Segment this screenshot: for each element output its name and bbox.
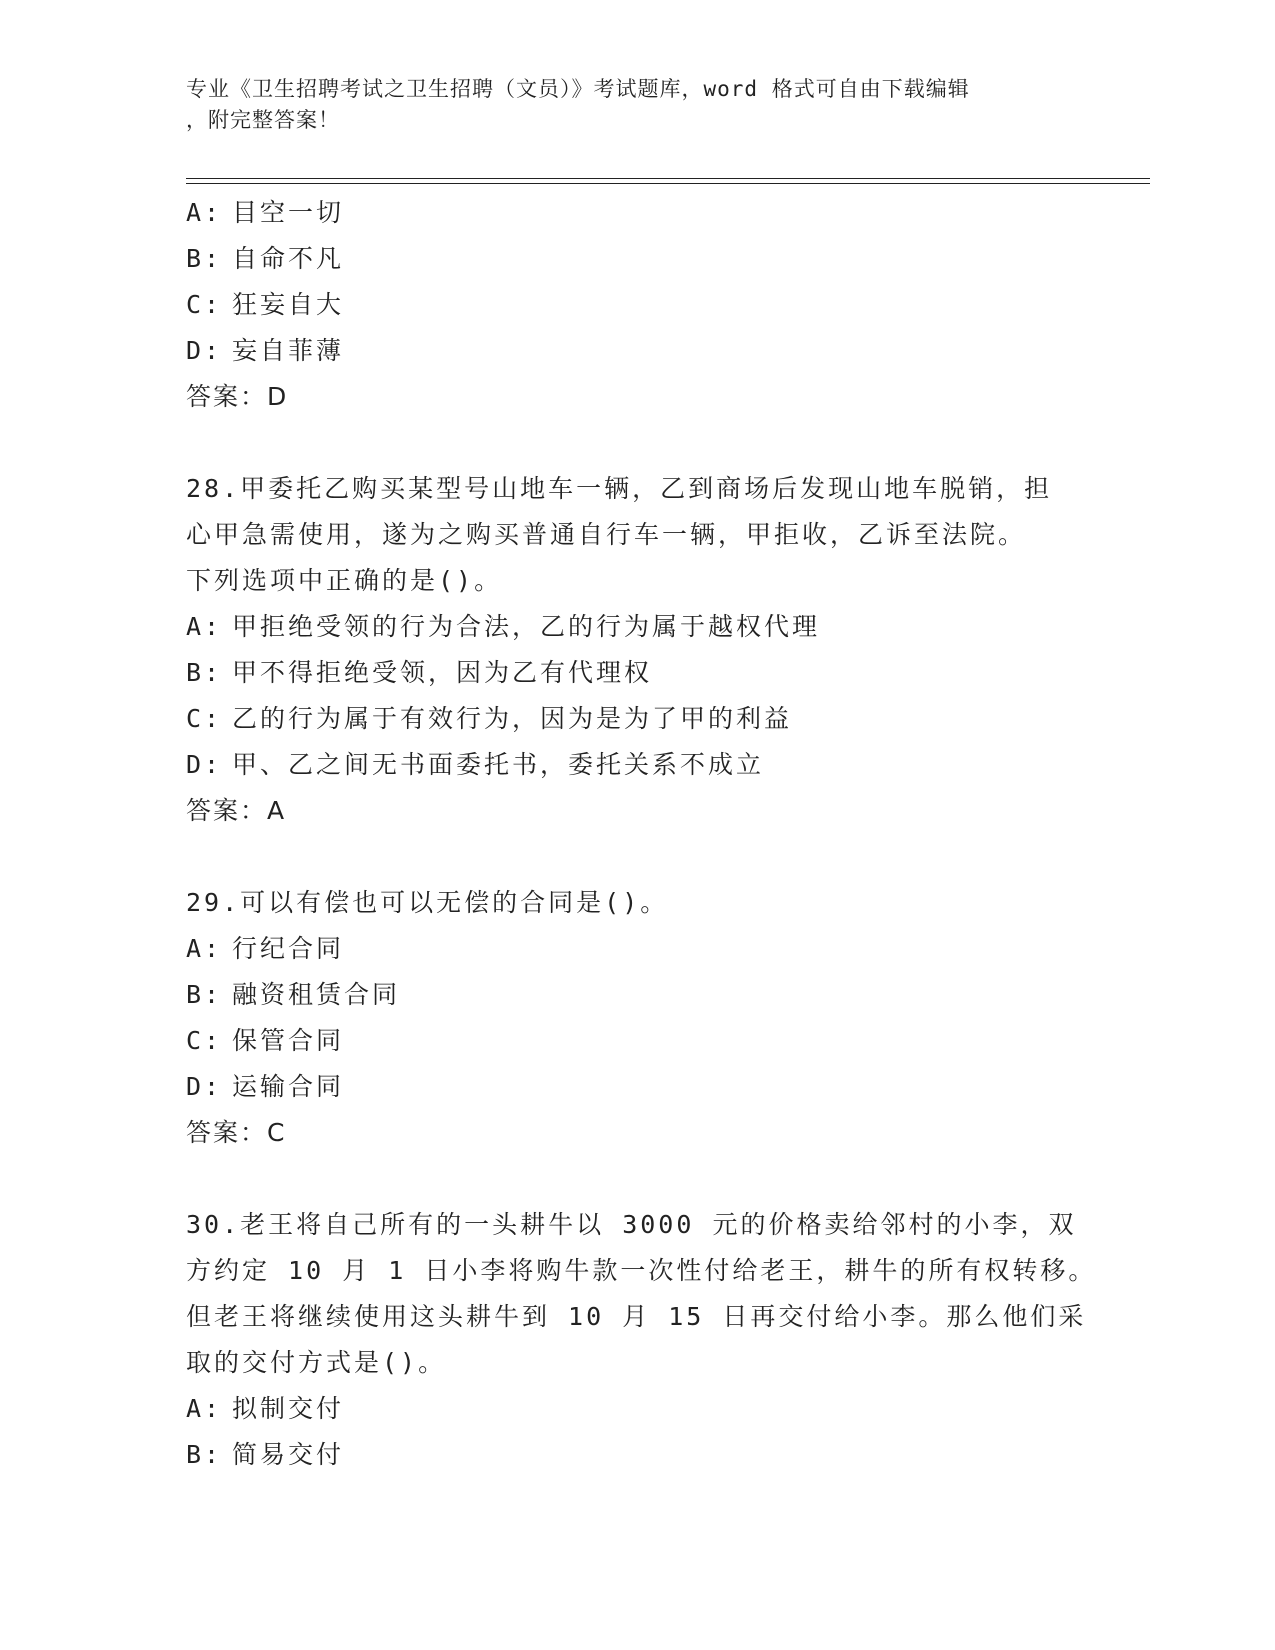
question-list — [186, 190, 1097, 1478]
option-d — [186, 328, 1086, 374]
option-key: A: — [186, 198, 223, 227]
option-text: 甲、乙之间无书面委托书，委托关系不成立 — [232, 750, 765, 779]
option-key: C: — [186, 704, 223, 733]
question-27-continued — [186, 190, 1086, 420]
option-text: 保管合同 — [232, 1026, 345, 1055]
option-text: 甲不得拒绝受领，因为乙有代理权 — [232, 658, 653, 687]
option-text: 拟制交付 — [232, 1394, 345, 1423]
question-30 — [186, 1202, 1097, 1478]
answer-line: 答案：D — [186, 382, 289, 411]
question-29 — [186, 880, 1086, 1156]
question-stem-line: 心甲急需使用，遂为之购买普通自行车一辆，甲拒收，乙诉至法院。 — [186, 520, 1027, 549]
option-text: 甲拒绝受领的行为合法，乙的行为属于越权代理 — [232, 612, 821, 641]
option-a — [186, 1386, 1086, 1432]
header-divider-top — [186, 178, 1150, 179]
question-28 — [186, 466, 1086, 834]
header-line-2: ，附完整答案！ — [186, 108, 340, 132]
option-text: 目空一切 — [232, 198, 345, 227]
option-b — [186, 1432, 1086, 1478]
option-b — [186, 236, 1086, 282]
answer-line: 答案：A — [186, 796, 287, 825]
option-text: 融资租赁合同 — [232, 980, 401, 1009]
spacer — [186, 420, 1086, 466]
option-b — [186, 650, 1086, 696]
option-text: 自命不凡 — [232, 244, 345, 273]
option-key: C: — [186, 290, 223, 319]
option-text: 妄自菲薄 — [232, 336, 345, 365]
option-text: 行纪合同 — [232, 934, 345, 963]
option-key: D: — [186, 1072, 223, 1101]
option-c — [186, 696, 1086, 742]
option-key: D: — [186, 750, 223, 779]
question-stem-line: 28.甲委托乙购买某型号山地车一辆，乙到商场后发现山地车脱销，担 — [186, 474, 1053, 503]
option-key: C: — [186, 1026, 223, 1055]
spacer — [186, 834, 1086, 880]
option-text: 乙的行为属于有效行为，因为是为了甲的利益 — [232, 704, 793, 733]
option-key: A: — [186, 612, 223, 641]
option-text: 简易交付 — [232, 1440, 345, 1469]
header-line-1: 专业《卫生招聘考试之卫生招聘（文员）》考试题库，word 格式可自由下载编辑 — [186, 77, 970, 101]
question-stem-line: 下列选项中正确的是()。 — [186, 566, 503, 595]
option-c — [186, 1018, 1086, 1064]
document-header — [186, 74, 1086, 136]
option-text: 狂妄自大 — [232, 290, 345, 319]
question-stem-line: 方约定 10 月 1 日小李将购牛款一次性付给老王，耕牛的所有权转移。 — [186, 1256, 1097, 1285]
option-d — [186, 742, 1086, 788]
option-key: B: — [186, 658, 223, 687]
option-key: A: — [186, 1394, 223, 1423]
option-key: B: — [186, 980, 223, 1009]
option-key: A: — [186, 934, 223, 963]
question-stem-line: 29.可以有偿也可以无偿的合同是()。 — [186, 888, 669, 917]
answer-line: 答案：C — [186, 1118, 287, 1147]
option-c — [186, 282, 1086, 328]
option-b — [186, 972, 1086, 1018]
question-stem-line: 30.老王将自己所有的一头耕牛以 3000 元的价格卖给邻村的小李，双 — [186, 1210, 1077, 1239]
option-d — [186, 1064, 1086, 1110]
option-text: 运输合同 — [232, 1072, 345, 1101]
question-stem-line: 取的交付方式是()。 — [186, 1348, 447, 1377]
option-a — [186, 604, 1086, 650]
spacer — [186, 1156, 1086, 1202]
question-stem-line: 但老王将继续使用这头耕牛到 10 月 15 日再交付给小李。那么他们采 — [186, 1302, 1087, 1331]
option-a — [186, 926, 1086, 972]
header-divider-bottom — [186, 183, 1150, 184]
option-key: B: — [186, 244, 223, 273]
option-key: B: — [186, 1440, 223, 1469]
option-a — [186, 190, 1086, 236]
option-key: D: — [186, 336, 223, 365]
